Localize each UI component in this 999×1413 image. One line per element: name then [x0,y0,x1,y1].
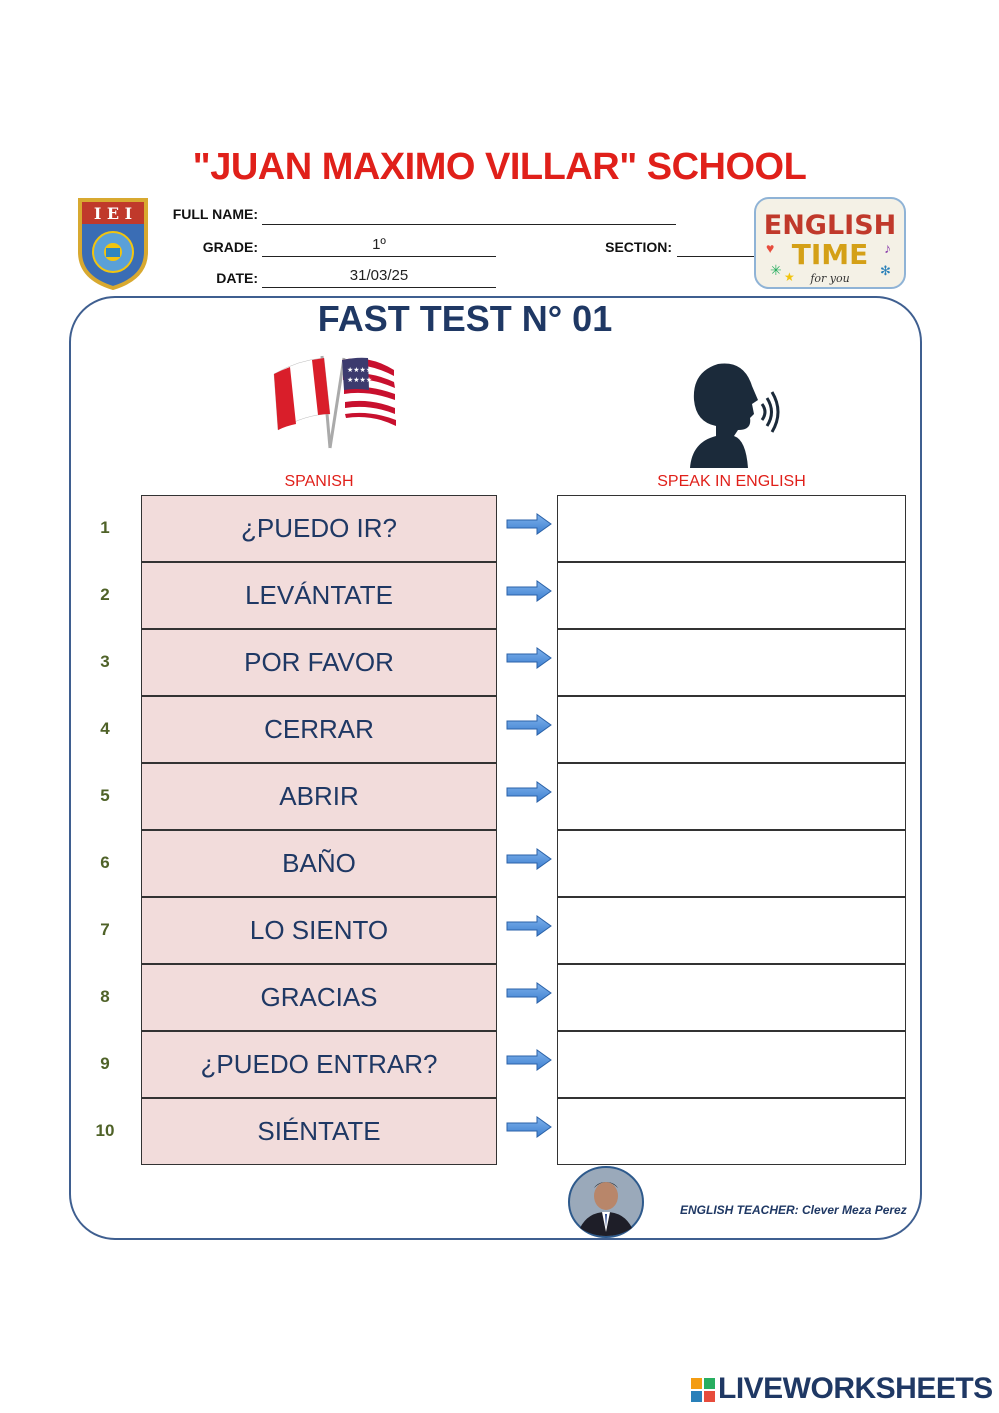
liveworksheets-logo-icon [690,1377,716,1403]
svg-text:✻: ✻ [880,263,891,278]
arrow-right-icon [506,848,552,870]
arrow-right-icon [506,915,552,937]
spanish-word-cell: ABRIR [141,763,497,830]
spanish-word-cell: POR FAVOR [141,629,497,696]
spanish-word-cell: ¿PUEDO IR? [141,495,497,562]
date-field[interactable]: 31/03/25 [262,267,496,288]
row-number: 5 [100,786,110,805]
english-answer-cell[interactable] [557,763,906,830]
row-number: 9 [100,1054,110,1073]
crest-lettering: I E I [93,204,133,223]
flags-peru-usa-icon [268,352,400,452]
spanish-word-cell: LO SIENTO [141,897,497,964]
english-answer-cell[interactable] [557,1098,906,1165]
english-time-badge [754,197,906,289]
english-answer-cell[interactable] [557,562,906,629]
arrow-right-icon [506,781,552,803]
spanish-word-cell: SIÉNTATE [141,1098,497,1165]
speaking-head-icon [682,360,782,470]
arrow-right-icon [506,714,552,736]
svg-text:♥: ♥ [766,240,775,256]
grade-label: GRADE: [202,239,258,255]
spanish-column-header: SPANISH [284,473,354,490]
svg-text:★: ★ [784,270,795,284]
row-number: 8 [100,987,110,1006]
svg-text:♪: ♪ [884,240,891,256]
arrow-right-icon [506,1049,552,1071]
row-number: 4 [100,719,110,738]
svg-text:★★★★: ★★★★ [347,367,373,374]
arrow-right-icon [506,647,552,669]
spanish-word-cell: CERRAR [141,696,497,763]
row-number: 10 [95,1121,115,1140]
teacher-credit: ENGLISH TEACHER: Clever Meza Perez [680,1203,907,1217]
english-answer-cell[interactable] [557,830,906,897]
english-answer-cell[interactable] [557,964,906,1031]
school-title: "JUAN MAXIMO VILLAR" SCHOOL [192,146,807,188]
school-crest-icon [76,196,150,290]
english-answer-cell[interactable] [557,897,906,964]
full-name-field[interactable] [262,206,676,225]
arrow-right-icon [506,1116,552,1138]
english-answer-cell[interactable] [557,696,906,763]
badge-line3: for you [810,272,850,285]
date-label: DATE: [216,270,258,286]
test-title: FAST TEST N° 01 [317,298,613,339]
row-number: 6 [100,853,110,872]
liveworksheets-brand [690,1372,993,1406]
teacher-photo [568,1166,644,1238]
row-number: 1 [100,518,110,537]
english-answer-cell[interactable] [557,1031,906,1098]
row-number: 7 [100,920,110,939]
section-field[interactable] [677,236,755,257]
svg-text:★★★★: ★★★★ [347,377,373,384]
brand-text: LIVEWORKSHEETS [718,1372,993,1405]
badge-line1: ENGLISH [763,210,897,241]
spanish-word-cell: ¿PUEDO ENTRAR? [141,1031,497,1098]
spanish-word-cell: GRACIAS [141,964,497,1031]
spanish-word-cell: BAÑO [141,830,497,897]
arrow-right-icon [506,513,552,535]
svg-text:✳: ✳ [770,262,782,278]
full-name-label: FULL NAME: [172,206,258,222]
row-number: 3 [100,652,110,671]
badge-line2: TIME [791,238,869,271]
row-number: 2 [100,585,110,604]
arrow-right-icon [506,982,552,1004]
arrow-right-icon [506,580,552,602]
grade-field[interactable]: 1º [262,236,496,257]
english-answer-cell[interactable] [557,495,906,562]
english-column-header: SPEAK IN ENGLISH [657,473,806,490]
spanish-word-cell: LEVÁNTATE [141,562,497,629]
english-answer-cell[interactable] [557,629,906,696]
section-label: SECTION: [605,239,672,255]
